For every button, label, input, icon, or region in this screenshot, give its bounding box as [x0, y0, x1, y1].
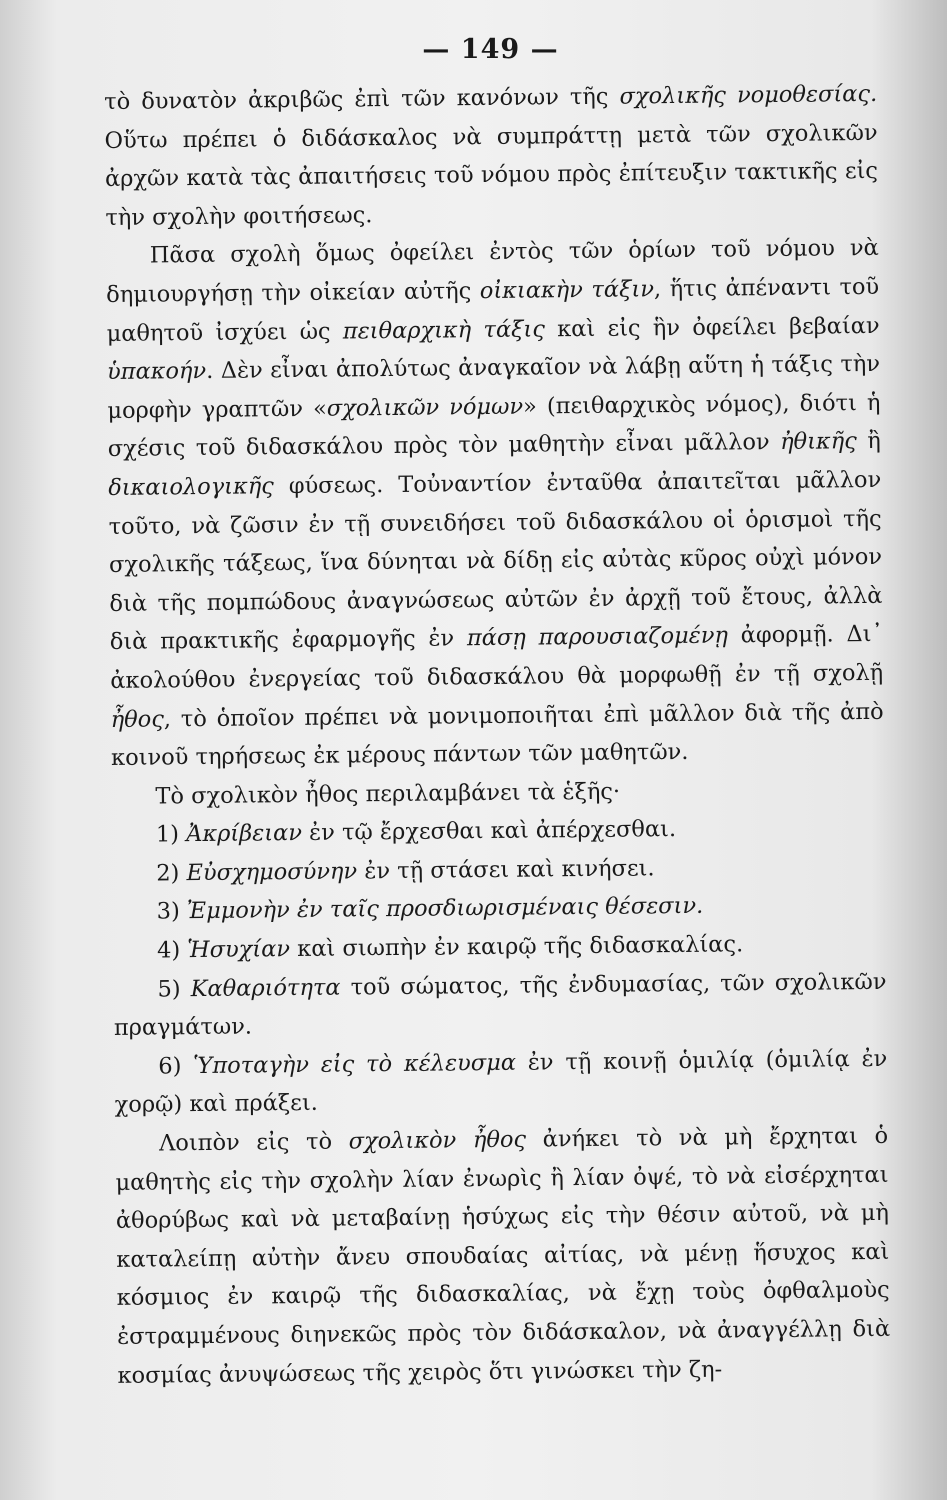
text-segment: ἢ	[856, 428, 881, 455]
list-item	[113, 963, 887, 1048]
italic-text-segment: Ἡσυχίαν	[187, 936, 291, 964]
text-segment: . Δὲν εἶναι ἀπολύτως ἀναγκαῖον νὰ λάβῃ αὕτη ἡ τάξις τὴν μορφὴν γραπτῶν «	[107, 351, 881, 424]
italic-text-segment: ὑπακοήν	[106, 358, 207, 386]
text-segment: καὶ σιωπὴν ἐν καιρῷ τῆς διδασκαλίας.	[289, 931, 744, 963]
text-segment: ἐν τῷ ἔρχεσθαι καὶ ἀπέρχεσθαι.	[301, 816, 677, 847]
text-segment: Πᾶσα σχολὴ ὅμως ὀφείλει ἐντὸς τῶν ὁρίων τοῦ νόμου νὰ δημιουργήσῃ τὴν οἰκείαν αὐτῆς	[106, 235, 879, 308]
italic-text-segment: Ἐμμονὴν ἐν ταῖς προσδιωρισμέναις θέσεσιν.	[186, 893, 704, 925]
text-segment: » (πειθαρχικὸς νόμος), διότι ἡ σχέσις τοῦ διδασκάλου πρὸς τὸν μαθητὴν εἶναι μᾶλλον	[107, 389, 881, 463]
italic-text-segment: Εὐσχημοσύνην	[186, 858, 358, 887]
text-segment: φύσεως. Τοὐναντίον ἐνταῦθα ἀπαιτεῖται μᾶλλον τοῦτο, νὰ ζῶσιν ἐν τῇ συνειδήσει τοῦ διδασκάλου οἱ ὁρισμοὶ τῆς σχολικῆς τάξεως, ἵνα δύνηται νὰ δίδῃ εἰς αὐτὰς κῦρος οὐχὶ μόνον διὰ τῆς πομπώδους ἀναγνώσεως αὐτῶν ἐν ἀρχῇ τοῦ ἔτους, ἀλλὰ διὰ πρακτικῆς ἐφαρμογῆς ἐν	[108, 466, 883, 656]
text-segment: ἐν τῇ κοινῇ ὁμιλίᾳ (ὁμιλίᾳ ἐν χορῷ) καὶ πράξει.	[114, 1045, 888, 1119]
paragraph-2	[106, 229, 885, 777]
page-body	[104, 75, 891, 1395]
text-segment: , τὸ ὁποῖον πρέπει νὰ μονιμοποιῆται ἐπὶ μᾶλλον διὰ τῆς ἀπὸ κοινοῦ τηρήσεως ἐκ μέρους πάντων τῶν μαθητῶν.	[110, 698, 884, 772]
italic-text-segment: ἦθος	[110, 705, 164, 733]
paragraph-4	[115, 1117, 891, 1395]
text-segment: 4)	[156, 937, 188, 964]
italic-text-segment: πάσῃ παρουσιαζομένῃ	[466, 622, 729, 652]
text-segment: 3)	[156, 898, 188, 925]
text-segment: 6)	[158, 1052, 194, 1080]
text-segment: ἀφορμῇ. Δι᾽ ἀκολούθου ἐνεργείας τοῦ διδασκάλου θὰ μορφωθῇ ἐν τῇ σχολῇ	[110, 621, 884, 694]
text-segment: , ἥτις ἀπέναντι τοῦ μαθητοῦ ἰσχύει ὡς	[106, 273, 880, 347]
paragraph-1	[104, 75, 879, 237]
italic-text-segment: ἠθικῆς	[779, 428, 857, 456]
text-segment: 5)	[157, 975, 191, 1003]
page-number: — 149 —	[422, 34, 559, 65]
text-segment: τὸ δυνατὸν ἀκριβῶς ἐπὶ τῶν κανόνων τῆς	[104, 83, 620, 115]
text-segment: 2)	[156, 860, 187, 887]
italic-text-segment: δικαιολογικῆς	[108, 473, 274, 501]
list-item	[114, 1040, 888, 1125]
text-segment: ἀνήκει τὸ νὰ μὴ ἔρχηται ὁ μαθητὴς εἰς τὴν σχολὴν λίαν ἐνωρὶς ἢ λίαν ὀψέ, τὸ νὰ εἰσέρχηται ἀθορύβως καὶ νὰ μεταβαίνῃ ἡσύχως εἰς τὴν θέσιν αὐτοῦ, νὰ μὴ καταλείπῃ αὐτὴν ἄνευ σπουδαίας αἰτίας, νὰ μένῃ ἥσυχος καὶ κόσμιος ἐν καιρῷ τῆς διδασκαλίας, νὰ ἔχῃ τοὺς ὀφθαλμοὺς ἐστραμμένους διηνεκῶς πρὸς τὸν διδάσκαλον, νὰ ἀναγγέλλῃ διὰ κοσμίας ἀνυψώσεως τῆς χειρὸς ὅτι γινώσκει τὴν ζη-	[115, 1122, 891, 1389]
text-segment: καὶ εἰς ἣν ὀφείλει βεβαίαν	[544, 312, 880, 342]
italic-text-segment: Ὑποταγὴν εἰς τὸ κέλευσμα	[193, 1049, 517, 1079]
text-segment: ἐν τῇ στάσει καὶ κινήσει.	[357, 855, 655, 885]
italic-text-segment: σχολικὸν ἦθος	[348, 1126, 527, 1155]
text-segment: τοῦ σώματος, τῆς ἐνδυμασίας, τῶν σχολικῶν πραγμάτων.	[113, 968, 887, 1042]
text-segment: 1)	[155, 821, 187, 848]
text-segment: Τὸ σχολικὸν ἦθος περιλαμβάνει τὰ ἑξῆς·	[155, 778, 621, 810]
italic-text-segment: σχολικῶν νόμων	[326, 393, 524, 422]
text-segment: Οὕτω πρέπει ὁ διδάσκαλος νὰ συμπράττῃ μετὰ τῶν σχολικῶν ἀρχῶν κατὰ τὰς ἀπαιτήσεις τοῦ νόμου πρὸς ἐπίτευξιν τακτικῆς εἰς τὴν σχολὴν φοιτήσεως.	[104, 119, 879, 231]
text-segment: Λοιπὸν εἰς τὸ	[158, 1128, 349, 1157]
italic-text-segment: πειθαρχικὴ τάξις	[342, 315, 546, 345]
italic-text-segment: οἰκιακὴν τάξιν	[479, 276, 655, 305]
italic-text-segment: σχολικῆς νομοθεσίας.	[619, 80, 878, 110]
italic-text-segment: Ἀκρίβειαν	[185, 820, 303, 848]
numbered-list	[112, 808, 888, 1125]
italic-text-segment: Καθαριότητα	[190, 974, 341, 1002]
